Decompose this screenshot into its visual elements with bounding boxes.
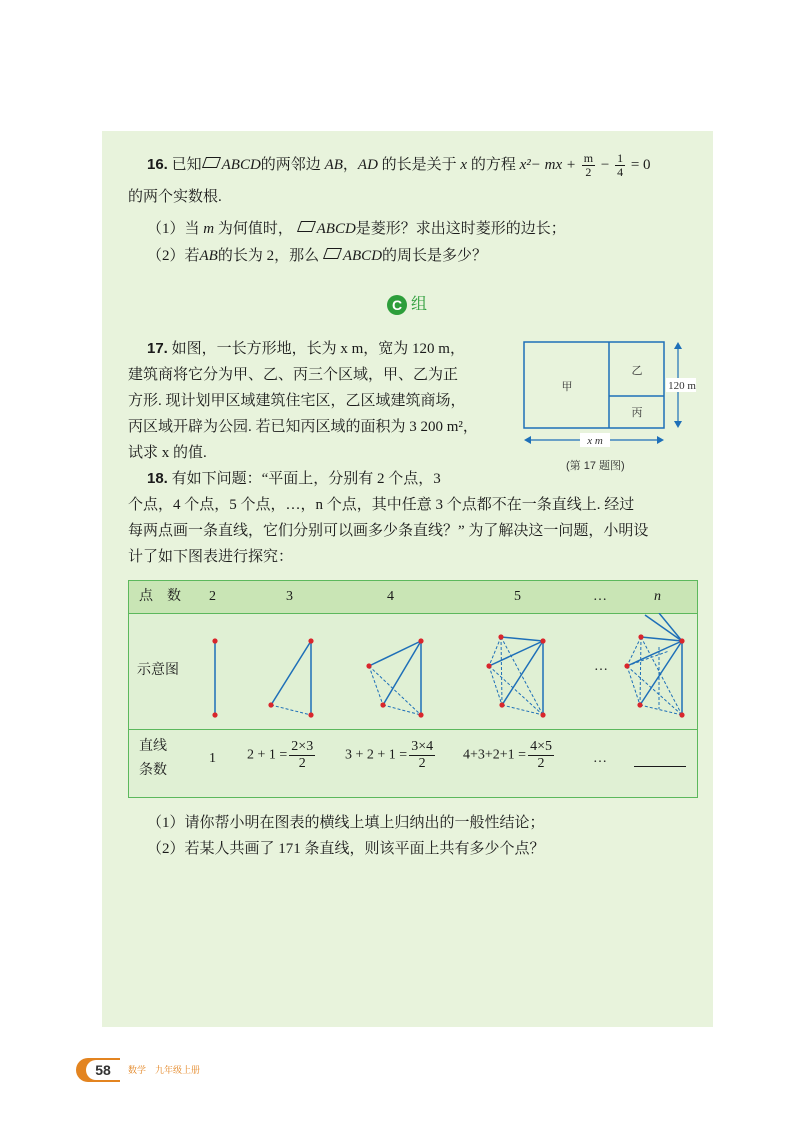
group-c-heading: C 组 bbox=[387, 291, 427, 315]
problem-18-q2: （2）若某人共画了 171 条直线，则该平面上共有多少个点？ bbox=[147, 841, 545, 857]
point-dot bbox=[637, 702, 642, 707]
count-4-points: 3 + 2 + 1 = $\frac{3\times 4}{2}$ bbox=[345, 739, 434, 771]
problem-16-line1: 16. 已知 ABCD的两邻边 AB，AD 的长是关于 x 的方程 x²− mx + $\frac{m}{2}$ − $\frac{1}{4}$ = 0 bbox=[147, 151, 651, 179]
problem-18-line3: 每两点画一条直线，它们分别可以画多少条直线？” 为了解决这一问题，小明设 bbox=[128, 523, 649, 539]
arrowhead-right-icon bbox=[657, 436, 664, 444]
header-points-5: 5 bbox=[514, 589, 521, 604]
problem-16-q1: （1）当 m 为何值时， ABCD是菱形？求出这时菱形的边长； bbox=[147, 221, 566, 237]
problem-17-line5: 试求 x 的值. bbox=[128, 445, 207, 461]
count-ellipsis: … bbox=[593, 751, 607, 766]
count-2-points: 1 bbox=[209, 751, 216, 766]
point-dot bbox=[268, 702, 273, 707]
region-bing-label: 丙 bbox=[631, 407, 643, 419]
header-points-4: 4 bbox=[387, 589, 394, 604]
region-outer bbox=[524, 342, 664, 428]
fraction-1-over-4: $\frac{1}{4}$ bbox=[617, 151, 624, 179]
point-dot bbox=[366, 663, 371, 668]
exploration-table bbox=[128, 580, 698, 798]
point-dot bbox=[624, 663, 629, 668]
arrowhead-left-icon bbox=[524, 436, 531, 444]
fraction-m-over-2: $\frac{m}{2}$ bbox=[583, 151, 594, 179]
problem-18-line1: 18. 有如下问题：“平面上，分别有 2 个点，3 bbox=[147, 470, 441, 487]
problem-18-q1: （1）请你帮小明在图表的横线上填上归纳出的一般性结论； bbox=[147, 815, 545, 831]
parallelogram-icon bbox=[297, 221, 316, 232]
problem-17-line4: 丙区域开辟为公园. 若已知丙区域的面积为 3 200 m²， bbox=[128, 419, 478, 435]
parallelogram-icon bbox=[202, 157, 221, 168]
point-dot bbox=[486, 663, 491, 668]
point-dot bbox=[418, 638, 423, 643]
count-row-label-2: 条数 bbox=[139, 763, 167, 778]
problem-16-line2: 的两个实数根. bbox=[128, 189, 222, 205]
problem-18-line2: 个点，4 个点，5 个点，…，n 个点，其中任意 3 个点都不在一条直线上. 经过 bbox=[128, 497, 635, 513]
problem-17-figure bbox=[520, 338, 700, 456]
point-diagrams bbox=[129, 613, 697, 729]
problem-17-line1: 17. 如图，一长方形地，长为 x m，宽为 120 m， bbox=[147, 340, 465, 357]
region-jia-label: 甲 bbox=[561, 381, 573, 393]
answer-blank[interactable] bbox=[634, 766, 686, 767]
header-label: 点 数 bbox=[139, 589, 181, 604]
problem-16-q2: （2）若AB的长为 2，那么 ABCD的周长是多少？ bbox=[147, 248, 488, 264]
point-dot bbox=[308, 712, 313, 717]
parallelogram-icon bbox=[323, 248, 342, 259]
problem-17-line2: 建筑商将它分为甲、乙、丙三个区域，甲、乙为正 bbox=[128, 367, 459, 383]
point-dot bbox=[679, 712, 684, 717]
group-letter-icon: C bbox=[387, 295, 407, 315]
problem-18-line4: 计了如下图表进行探究： bbox=[128, 549, 294, 565]
point-dot bbox=[212, 638, 217, 643]
point-dot bbox=[380, 702, 385, 707]
count-row-label-1: 直线 bbox=[139, 739, 167, 754]
length-label: x m bbox=[587, 435, 603, 447]
point-dot bbox=[499, 702, 504, 707]
point-dot bbox=[540, 712, 545, 717]
diagram-row-label: 示意图 bbox=[137, 663, 179, 678]
point-dot bbox=[212, 712, 217, 717]
point-dot bbox=[418, 712, 423, 717]
arrowhead-up-icon bbox=[674, 342, 682, 349]
header-points-2: 2 bbox=[209, 589, 216, 604]
header-points-ellipsis: … bbox=[593, 589, 607, 604]
arrowhead-down-icon bbox=[674, 421, 682, 428]
count-5-points: 4+3+2+1 = $\frac{4\times 5}{2}$ bbox=[463, 739, 552, 771]
point-dot bbox=[498, 634, 503, 639]
header-points-n: n bbox=[654, 589, 661, 604]
figure-17-caption: (第 17 题图) bbox=[566, 460, 625, 472]
point-dot bbox=[638, 634, 643, 639]
problem-17-line3: 方形. 现计划甲区域建筑住宅区，乙区域建筑商场， bbox=[128, 393, 466, 409]
page-number: 58 bbox=[86, 1060, 120, 1080]
point-dot bbox=[308, 638, 313, 643]
diagram-ellipsis: … bbox=[594, 659, 608, 674]
point-dot bbox=[679, 638, 684, 643]
region-yi-label: 乙 bbox=[631, 365, 643, 377]
width-label: 120 m bbox=[668, 380, 696, 392]
header-points-3: 3 bbox=[286, 589, 293, 604]
count-3-points: 2 + 1 = $\frac{2\times 3}{2}$ bbox=[247, 739, 314, 771]
point-dot bbox=[540, 638, 545, 643]
book-title: 数学 九年级上册 bbox=[128, 1065, 201, 1075]
